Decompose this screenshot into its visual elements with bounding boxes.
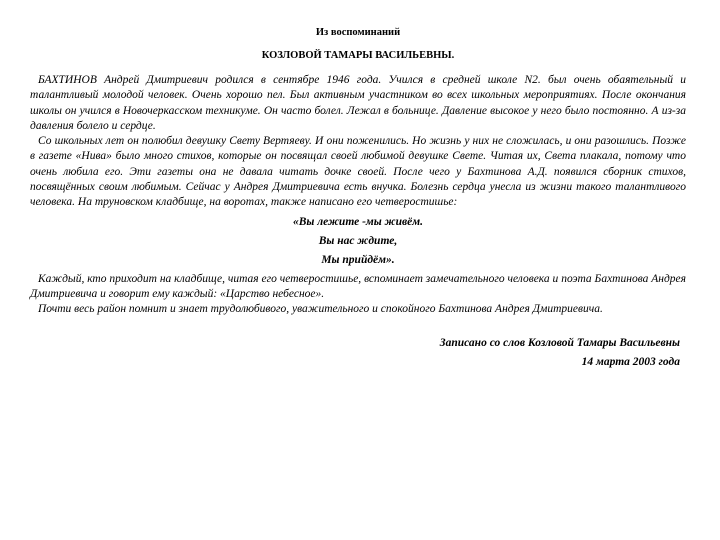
header-subtitle: Из воспоминаний (315, 27, 401, 38)
paragraph-1: БАХТИНОВ Андрей Дмитриевич родился в сентябре 1946 года. Учился в средней школе N2. был очень обаятельный и талантливый молодой человек. Очень хорошо пел. Был активным участником во всех школьных мероприятиях. После окончания школы он учился в Новочеркасском техникуме. Он часто болел. Лежал в больнице. Давление высокое у него было постоянно. А из-за давления болело и сердце. (30, 74, 686, 132)
signature-author: Записано со слов Козловой Тамары Васильевны (439, 336, 680, 349)
paragraph-4: Почти весь район помнит и знает трудолюбивого, уважительного и спокойного Бахтинова Андрея Дмитриевича. (38, 303, 603, 316)
poem-line-2: Вы нас ждите, (318, 234, 398, 247)
poem-line-1: «Вы лежите -мы живём. (292, 215, 423, 228)
document-body (30, 73, 686, 318)
paragraph-2: Со школьных лет он полюбил девушку Свету Вертяеву. И они поженились. Но жизнь у них не сложилась, и они разошлись. Позже в газете «Нива» было много стихов, которые он посвящал своей любимой девушке Свете. Читая их, Света плакала, потому что очень любила его. Эти газеты она не давала читать дочке своей. После чего у Бахтинова А.Д. появился сборник стихов, посвящённых своим любимым. Сейчас у Андрея Дмитриевича есть внучка. Болезнь сердца унесла из жизни такого талантливого человека. На труновском кладбище, на воротах, также написано его четверостишье: (30, 135, 686, 209)
header-name: КОЗЛОВОЙ ТАМАРЫ ВАСИЛЬЕВНЫ. (261, 50, 455, 61)
signature-block (30, 334, 680, 372)
signature-date: 14 марта 2003 года (581, 355, 680, 368)
poem-quote (30, 213, 686, 270)
poem-line-3: Мы прийдём». (321, 253, 395, 266)
paragraph-3: Каждый, кто приходит на кладбище, читая его четверостишье, вспоминает замечательного человека и поэта Бахтинова Андрея Дмитриевича и говорит ему каждый: «Царство небесное». (30, 272, 686, 300)
